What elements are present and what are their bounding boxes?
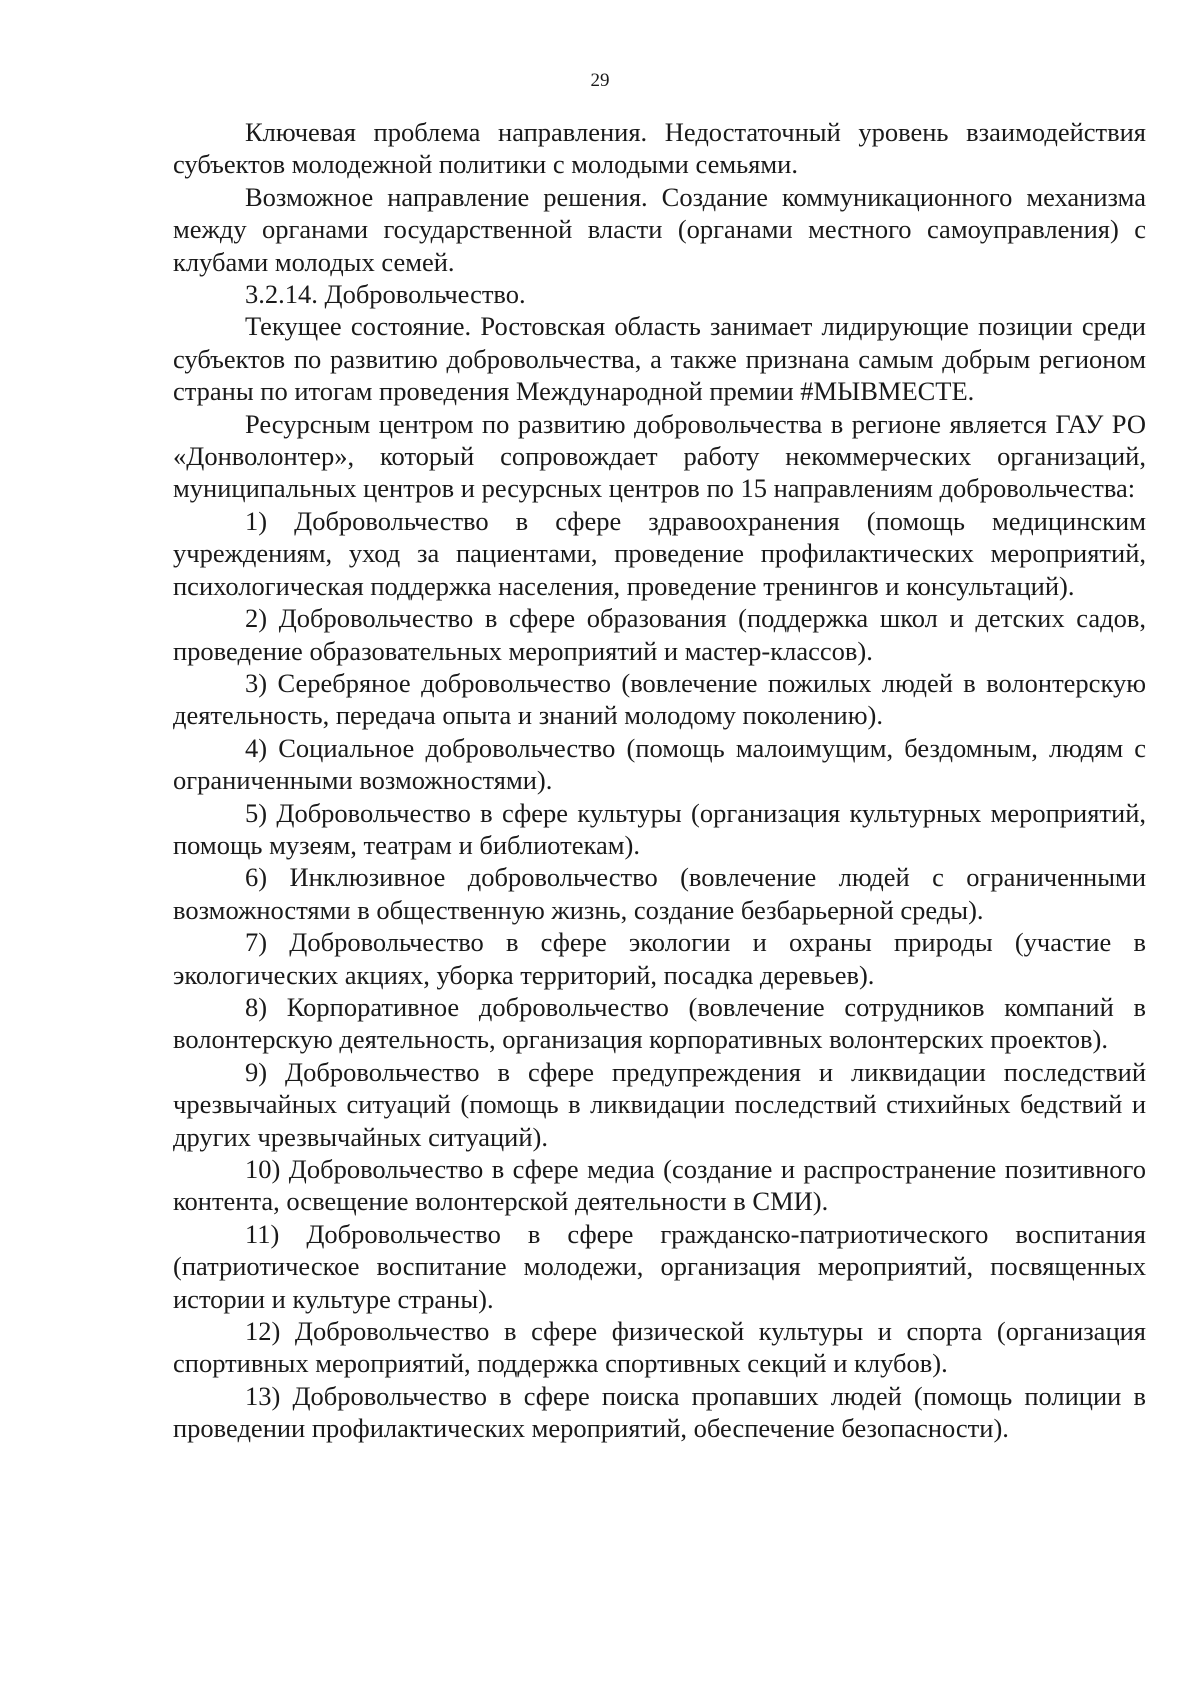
list-item: 1) Добровольчество в сфере здравоохранения (помощь медицинским учреждениям, уход за пациентами, проведение профилактических мероприятий, психологическая поддержка населения, проведение тренингов и консультаций). <box>173 505 1146 601</box>
list-item: 2) Добровольчество в сфере образования (поддержка школ и детских садов, проведение образовательных мероприятий и мастер-классов). <box>173 603 1146 666</box>
list-item: 4) Социальное добровольчество (помощь малоимущим, бездомным, людям с ограниченными возможностями). <box>173 732 1146 796</box>
list-item: 12) Добровольчество в сфере физической культуры и спорта (организация спортивных мероприятий, поддержка спортивных секций и клубов). <box>173 1316 1146 1379</box>
list-item: 10) Добровольчество в сфере медиа (создание и распространение позитивного контента, освещение волонтерской деятельности в СМИ). <box>173 1154 1146 1217</box>
page-number: 29 <box>590 70 610 91</box>
paragraph-possible-solution: Возможное направление решения. Создание коммуникационного механизма между органами государственной власти (органами местного самоуправления) с клубами молодых семей. <box>173 181 1146 277</box>
paragraph-resource-center: Ресурсным центром по развитию добровольчества в регионе является ГАУ РО «Донволонтер», который сопровождает работу некоммерческих организаций, муниципальных центров и ресурсных центров по 15 направлениям добровольчества: <box>173 408 1146 504</box>
list-item: 11) Добровольчество в сфере гражданско-патриотического воспитания (патриотическое воспитание молодежи, организация мероприятий, посвященных истории и культуре страны). <box>173 1218 1146 1314</box>
paragraph-current-state: Текущее состояние. Ростовская область занимает лидирующие позиции среди субъектов по развитию добровольчества, а также признана самым добрым регионом страны по итогам проведения Международной премии #МЫВМЕСТЕ. <box>173 311 1146 407</box>
list-item: 9) Добровольчество в сфере предупреждения и ликвидации последствий чрезвычайных ситуаций (помощь в ликвидации последствий стихийных бедствий и других чрезвычайных ситуаций). <box>173 1056 1146 1152</box>
list-item: 5) Добровольчество в сфере культуры (организация культурных мероприятий, помощь музеям, театрам и библиотекам). <box>173 797 1146 860</box>
document-body <box>173 116 1146 1445</box>
paragraph-key-problem: Ключевая проблема направления. Недостаточный уровень взаимодействия субъектов молодежной политики с молодыми семьями. <box>173 117 1146 180</box>
section-heading-volunteering: 3.2.14. Добровольчество. <box>245 279 526 310</box>
list-item: 3) Серебряное добровольчество (вовлечение пожилых людей в волонтерскую деятельность, передача опыта и знаний молодому поколению). <box>173 667 1146 731</box>
list-item: 13) Добровольчество в сфере поиска пропавших людей (помощь полиции в проведении профилактических мероприятий, обеспечение безопасности). <box>173 1380 1146 1444</box>
list-item: 6) Инклюзивное добровольчество (вовлечение людей с ограниченными возможностями в общественную жизнь, создание безбарьерной среды). <box>173 862 1146 925</box>
list-item: 8) Корпоративное добровольчество (вовлечение сотрудников компаний в волонтерскую деятельность, организация корпоративных волонтерских проектов). <box>173 991 1146 1055</box>
list-item: 7) Добровольчество в сфере экологии и охраны природы (участие в экологических акциях, уборка территорий, посадка деревьев). <box>173 927 1146 990</box>
